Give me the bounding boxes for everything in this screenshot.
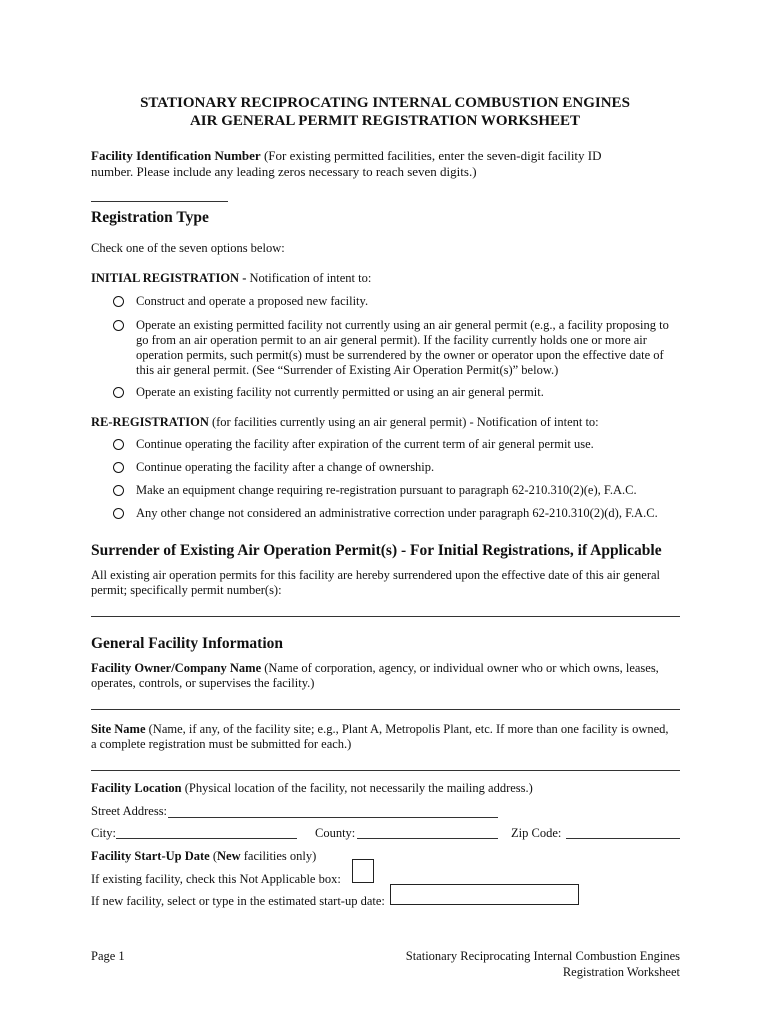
site-instructions bbox=[91, 722, 669, 737]
initial-option-2-line-2: go from an air operation permit to an air general permit). If the facility currently holds one or more air bbox=[136, 333, 647, 347]
startup-date-label: Facility Start-Up Date bbox=[91, 849, 210, 863]
rereg-option-2-label: Continue operating the facility after a change of ownership. bbox=[136, 460, 435, 474]
re-registration-label bbox=[91, 415, 599, 430]
zip-code-field[interactable] bbox=[566, 838, 680, 839]
facility-id-desc-1: (For existing permitted facilities, enter the seven-digit facility ID bbox=[263, 148, 602, 163]
city-label: City: bbox=[91, 826, 117, 840]
startup-desc-open: ( bbox=[212, 849, 218, 863]
general-info-heading: General Facility Information bbox=[91, 635, 283, 652]
rereg-option-4-radio[interactable] bbox=[113, 508, 124, 519]
owner-desc-1: (Name of corporation, agency, or individual owner who or which owns, leases, bbox=[264, 661, 659, 675]
registration-type-heading: Registration Type bbox=[91, 209, 209, 226]
street-address-field[interactable] bbox=[168, 817, 498, 818]
initial-option-2-line-4: this air general permit. (See “Surrender of Existing Air Operation Permit(s)” below.) bbox=[136, 363, 559, 377]
page-title-line-1: STATIONARY RECIPROCATING INTERNAL COMBUSTION ENGINES bbox=[140, 95, 630, 111]
facility-id-desc-2: number. Please include any leading zeros necessary to reach seven digits.) bbox=[91, 164, 477, 179]
site-desc-1: (Name, if any, of the facility site; e.g., Plant A, Metropolis Plant, etc. If more than one facility is owned, bbox=[148, 722, 669, 736]
location-label: Facility Location bbox=[91, 781, 182, 795]
owner-label: Facility Owner/Company Name bbox=[91, 661, 262, 675]
initial-option-1-radio[interactable] bbox=[113, 296, 124, 307]
rereg-option-1-label: Continue operating the facility after expiration of the current term of air general permit use. bbox=[136, 437, 594, 451]
surrender-line-1: All existing air operation permits for this facility are hereby surrendered upon the effective date of this air general bbox=[91, 568, 661, 582]
location-instructions bbox=[91, 781, 533, 796]
rereg-option-2-radio[interactable] bbox=[113, 462, 124, 473]
startup-desc-new: New bbox=[217, 849, 241, 863]
page-number: Page 1 bbox=[91, 949, 125, 963]
site-desc-2: a complete registration must be submitted for each.) bbox=[91, 737, 352, 751]
initial-registration-label bbox=[91, 271, 371, 286]
permit-numbers-field[interactable] bbox=[91, 616, 680, 617]
rereg-option-4-label: Any other change not considered an administrative correction under paragraph 62-210.310(2)(d), F.A.C. bbox=[136, 506, 658, 520]
location-desc: (Physical location of the facility, not necessarily the mailing address.) bbox=[184, 781, 533, 795]
street-address-label: Street Address: bbox=[91, 804, 168, 818]
footer-title-line-1: Stationary Reciprocating Internal Combustion Engines bbox=[405, 949, 680, 963]
rereg-option-3-radio[interactable] bbox=[113, 485, 124, 496]
page-title-line-2: AIR GENERAL PERMIT REGISTRATION WORKSHEET bbox=[189, 113, 581, 129]
startup-date-instructions bbox=[91, 849, 316, 864]
re-registration-title: RE-REGISTRATION bbox=[91, 415, 209, 429]
initial-registration-title: INITIAL REGISTRATION - bbox=[91, 271, 247, 285]
startup-desc-rest: facilities only) bbox=[243, 849, 317, 863]
new-facility-text: If new facility, select or type in the estimated start-up date: bbox=[91, 894, 385, 908]
initial-option-2-radio[interactable] bbox=[113, 320, 124, 331]
rereg-option-1-radio[interactable] bbox=[113, 439, 124, 450]
initial-option-1-label: Construct and operate a proposed new facility. bbox=[136, 294, 369, 308]
city-field[interactable] bbox=[116, 838, 297, 839]
surrender-heading: Surrender of Existing Air Operation Permit(s) - For Initial Registrations, if Applicable bbox=[91, 542, 662, 559]
county-label: County: bbox=[315, 826, 356, 840]
initial-option-3-radio[interactable] bbox=[113, 387, 124, 398]
facility-id-instructions bbox=[91, 148, 602, 163]
zip-code-label: Zip Code: bbox=[511, 826, 562, 840]
county-field[interactable] bbox=[357, 838, 498, 839]
not-applicable-checkbox[interactable] bbox=[352, 859, 374, 883]
re-registration-suffix: (for facilities currently using an air general permit) - Notification of intent to: bbox=[211, 415, 599, 429]
initial-registration-suffix: Notification of intent to: bbox=[249, 271, 372, 285]
facility-id-field[interactable] bbox=[91, 201, 228, 202]
site-name-field[interactable] bbox=[91, 770, 680, 771]
owner-desc-2: operates, controls, or supervises the facility.) bbox=[91, 676, 315, 690]
site-label: Site Name bbox=[91, 722, 146, 736]
registration-instruction: Check one of the seven options below: bbox=[91, 241, 285, 255]
startup-date-input[interactable] bbox=[390, 884, 579, 905]
surrender-line-2: permit; specifically permit number(s): bbox=[91, 583, 282, 597]
existing-facility-text: If existing facility, check this Not Applicable box: bbox=[91, 872, 341, 886]
footer-title-line-2: Registration Worksheet bbox=[562, 965, 680, 979]
facility-id-label: Facility Identification Number bbox=[91, 148, 261, 163]
rereg-option-3-label: Make an equipment change requiring re-registration pursuant to paragraph 62-210.310(2)(e), F.A.C. bbox=[136, 483, 637, 497]
initial-option-2-line-3: operation permits, such permit(s) must be surrendered by the owner or operator upon the effective date of bbox=[136, 348, 664, 362]
initial-option-3-label: Operate an existing facility not currently permitted or using an air general permit. bbox=[136, 385, 544, 399]
owner-instructions bbox=[91, 661, 659, 676]
initial-option-2-line-1: Operate an existing permitted facility not currently using an air general permit (e.g., a facility proposing to bbox=[136, 318, 669, 332]
owner-name-field[interactable] bbox=[91, 709, 680, 710]
